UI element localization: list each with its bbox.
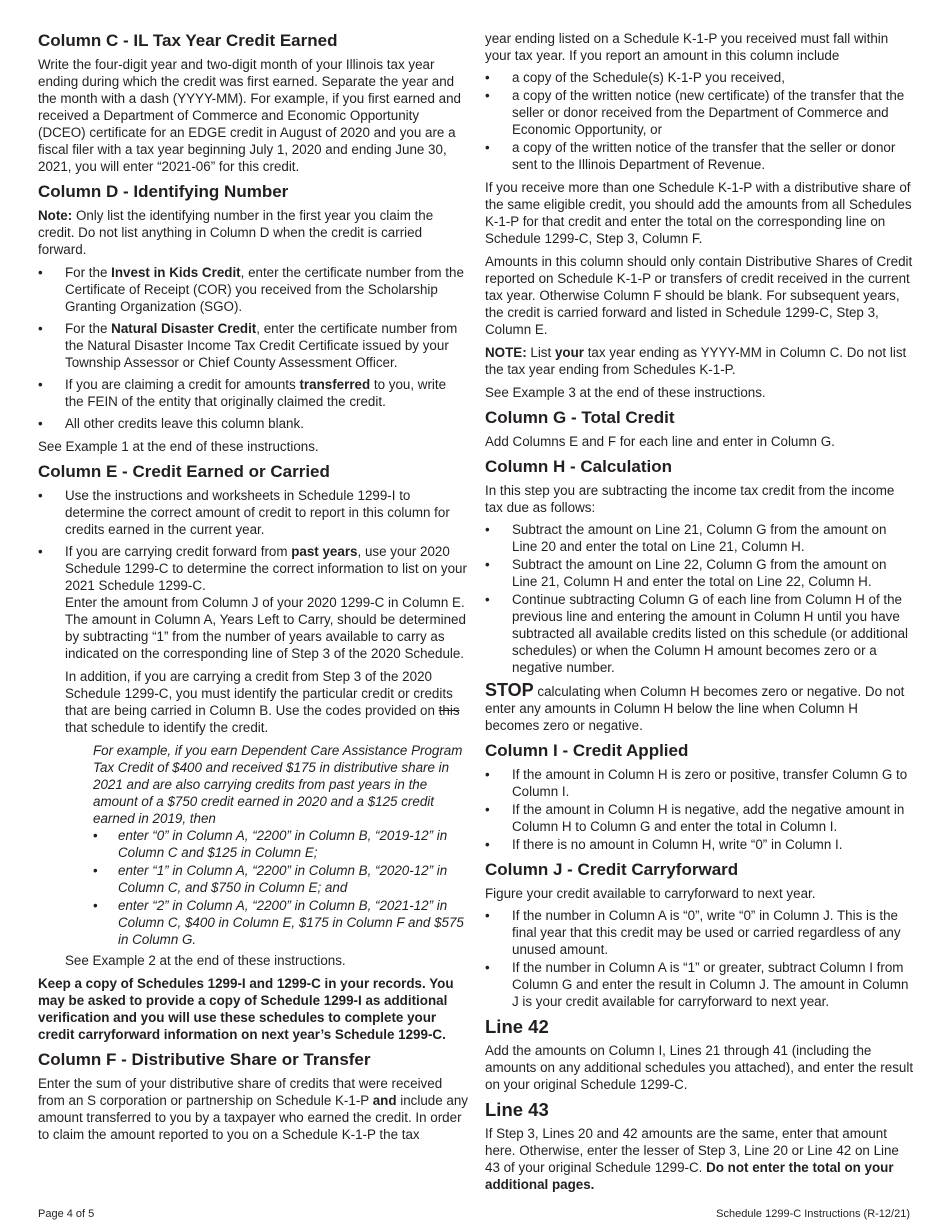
column-f-list [485, 69, 915, 173]
list-item: • Continue subtracting Column G of each line from Column H of the previous line and entering the amount in Column H until you have subtracted all available credits listed on this schedule (or additional schedules) or when the Column H amount becomes zero or a negative number. [485, 591, 915, 676]
column-d-note: Note: Only list the identifying number in the first year you claim the credit. Do not list anything in Column D when the credit is carried forward. [38, 208, 434, 257]
column-h-body: In this step you are subtracting the income tax credit from the income tax due as follows: [485, 483, 895, 515]
list-item: • All other credits leave this column blank. [38, 415, 468, 432]
column-f-see-example: See Example 3 at the end of these instructions. [485, 385, 766, 400]
list-item: • If the amount in Column H is zero or positive, transfer Column G to Column I. [485, 766, 915, 800]
list-item: • Subtract the amount on Line 21, Column G from the amount on Line 20 and enter the total on Line 21, Column H. [485, 521, 915, 555]
column-d-list [38, 264, 468, 432]
form-identifier: Schedule 1299-C Instructions (R-12/21) [716, 1208, 910, 1220]
column-e-see-example: See Example 2 at the end of these instructions. [65, 953, 346, 968]
column-d-see-example: See Example 1 at the end of these instructions. [38, 439, 319, 454]
list-item: • a copy of the written notice (new certificate) of the transfer that the seller or donor received from the Department of Commerce and Economic Opportunity, or [485, 87, 915, 138]
list-item: • Use the instructions and worksheets in Schedule 1299-I to determine the correct amount of credit to report in this column for credits earned in the current year. [38, 487, 468, 538]
column-i-list [485, 766, 915, 853]
column-e-list [38, 487, 468, 662]
list-item: • If the amount in Column H is negative, add the negative amount in Column H to Column G and enter the total in Column I. [485, 801, 915, 835]
column-j-body: Figure your credit available to carryforward to next year. [485, 886, 816, 901]
right-column [485, 30, 915, 1199]
list-item: • a copy of the Schedule(s) K-1-P you received, [485, 69, 915, 86]
line-42-body: Add the amounts on Column I, Lines 21 through 41 (including the amounts on any additional schedules you attached), and enter the result on your original Schedule 1299-C. [485, 1043, 914, 1092]
column-f-body: Enter the sum of your distributive share of credits that were received from an S corporation or partnership on Schedule K-1-P and include any amount transferred to you by a taxpayer who earned the credit. In order to claim the amount reported to you on a Schedule K-1-P the tax [38, 1076, 468, 1142]
column-j-list [485, 907, 915, 1010]
line-43-heading: Line 43 [485, 1099, 549, 1120]
column-h-heading: Column H - Calculation [485, 457, 672, 476]
column-c-body: Write the four-digit year and two-digit month of your Illinois tax year ending during which the credit was first earned. Separate the year and the month with a dash (YYYY-MM). For example, if you first earned and received a Department of Commerce and Economic Opportunity (DCEO) certificate for an EDGE credit in August of 2020 and you are a fiscal filer with a tax year beginning July 1, 2020 and ending June 30, 2021, you will enter “2021-06” for this credit. [38, 57, 461, 174]
left-column [38, 30, 468, 1149]
stop-notice: STOP calculating when Column H becomes zero or negative. Do not enter any amounts in Column H below the line when Column H becomes zero or negative. [485, 680, 905, 733]
list-item: • For the Natural Disaster Credit, enter the certificate number from the Natural Disaster Income Tax Credit Certificate issued by your Township Assessor or Chief County Assessment Officer. [38, 320, 468, 371]
column-d-heading: Column D - Identifying Number [38, 182, 289, 201]
column-e-heading: Column E - Credit Earned or Carried [38, 462, 330, 481]
column-f-paragraph-1: If you receive more than one Schedule K-1-P with a distributive share of the same eligible credit, you should add the amounts from all Schedules K-1-P for that credit and enter the total on the corresponding line on Schedule 1299-C, Step 3, Column F. [485, 180, 912, 246]
column-e-example-list [38, 827, 468, 948]
column-i-heading: Column I - Credit Applied [485, 741, 689, 760]
keep-copy-notice: Keep a copy of Schedules 1299-I and 1299-C in your records. You may be asked to provide a copy of Schedule 1299-I as additional verification and you will use these schedules to complete your credit carryforward information on next year’s Schedule 1299-C. [38, 976, 454, 1042]
column-c-heading: Column C - IL Tax Year Credit Earned [38, 31, 338, 50]
column-e-example: For example, if you earn Dependent Care Assistance Program Tax Credit of $400 and received $175 in distributive share in 2021 and are also carrying credits from past years in the amount of a $750 credit earned in 2020 and a $125 credit earned in 2019, then [93, 743, 463, 826]
list-item: • enter “2” in Column A, “2200” in Column B, “2021-12” in Column C, $400 in Column E, $175 in Column F and $575 in Column G. [93, 897, 468, 948]
column-g-body: Add Columns E and F for each line and enter in Column G. [485, 434, 835, 449]
list-item: • enter “0” in Column A, “2200” in Column B, “2019-12” in Column C and $125 in Column E; [93, 827, 468, 861]
column-f-note: NOTE: List your tax year ending as YYYY-MM in Column C. Do not list the tax year ending from Schedules K-1-P. [485, 345, 907, 377]
list-item: • For the Invest in Kids Credit, enter the certificate number from the Certificate of Receipt (COR) you received from the Scholarship Granting Organization (SGO). [38, 264, 468, 315]
column-f-paragraph-2: Amounts in this column should only contain Distributive Shares of Credit reported on Schedule K-1-P or transfers of credit received in the current tax year. Otherwise Column F should be blank. For subsequent years, the credit is carried forward and listed in Schedule 1299-C, Step 3, Column E. [485, 254, 913, 337]
column-h-list [485, 521, 915, 676]
list-item: • If you are claiming a credit for amounts transferred to you, write the FEIN of the entity that originally claimed the credit. [38, 376, 468, 410]
list-item: • If you are carrying credit forward from past years, use your 2020 Schedule 1299-C to determine the correct information to list on your 2021 Schedule 1299-C. Enter the amount from Column J of your 2020 1299-C in Column E. The amount in Column A, Years Left to Carry, should be determined by subtracting “1” from the number of years available to carry as indicated on the corresponding line of Step 3 of the 2020 Schedule. [38, 543, 468, 662]
list-item: • Subtract the amount on Line 22, Column G from the amount on Line 21, Column H and enter the total on Line 22, Column H. [485, 556, 915, 590]
list-item: • If the number in Column A is “0”, write “0” in Column J. This is the final year that this credit may be used or carried regardless of any unused amount. [485, 907, 915, 958]
list-item: • If there is no amount in Column H, write “0” in Column I. [485, 836, 915, 853]
page-number: Page 4 of 5 [38, 1208, 95, 1220]
list-item: • If the number in Column A is “1” or greater, subtract Column I from Column G and enter the result in Column J. The amount in Column J is your credit available for carryforward to next year. [485, 959, 915, 1010]
line-42-heading: Line 42 [485, 1016, 549, 1037]
list-item: • a copy of the written notice of the transfer that the seller or donor sent to the Illinois Department of Revenue. [485, 139, 915, 173]
column-g-heading: Column G - Total Credit [485, 408, 675, 427]
line-43-body: If Step 3, Lines 20 and 42 amounts are the same, enter that amount here. Otherwise, enter the lesser of Step 3, Line 20 or Line 42 on Line 43 of your original Schedule 1299-C. Do not enter the total on your additional pages. [485, 1126, 899, 1192]
column-f-heading: Column F - Distributive Share or Transfer [38, 1050, 371, 1069]
column-e-addition: In addition, if you are carrying a credit from Step 3 of the 2020 Schedule 1299-C, you must identify the particular credit or credits that are being carried in Column B. Use the codes provided on this that schedule to identify the credit. [65, 669, 460, 735]
list-item: • enter “1” in Column A, “2200” in Column B, “2020-12” in Column C, and $750 in Column E; and [93, 862, 468, 896]
column-f-continued: year ending listed on a Schedule K-1-P you received must fall within your tax year. If you report an amount in this column include [485, 31, 889, 63]
column-j-heading: Column J - Credit Carryforward [485, 860, 739, 879]
